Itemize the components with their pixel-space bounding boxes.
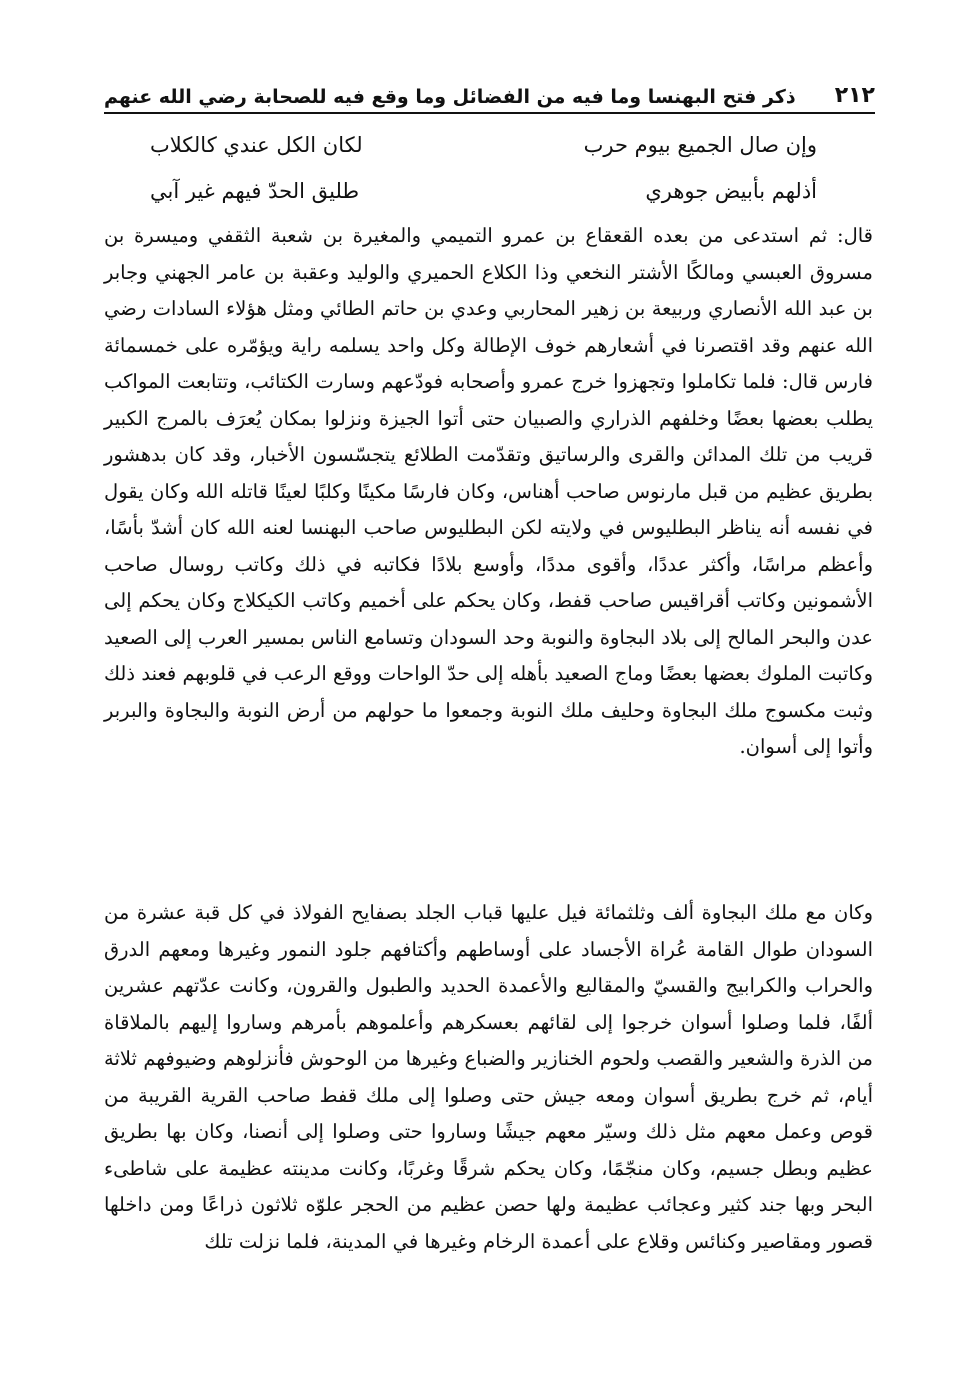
- body-paragraph: وكان مع ملك البجاوة ألف وثلثمائة فيل عليها قباب الجلد بصفايح الفولاذ في كل قبة عشرة من السودان طوال القامة عُراة الأجساد على أوساطهم وأكتافهم جلود النمور وغيرها ومعهم الدرق والحراب والكرابيج والقسيّ والمقاليع والأعمدة الحديد والطبول والقرون، وكانت عدّتهم عشرين ألفًا، فلما وصلوا أسوان خرجوا إلى لقائهم بعسكرهم وأعلموهم بأمرهم وساروا إليهم بالملاقاة من الذرة والشعير والقصب ولحوم الخنازير والضباع وغيرها من الوحوش فأنزلوهم وضيوفهم ثلاثة أيام، ثم خرج بطريق أسوان ومعه جيش حتى وصلوا إلى ملك قفط صاحب القرية القريبة من قوص وعمل معهم مثل ذلك وسيّر معهم جيشًا وساروا حتى وصلوا إلى أنصنا، وكان بها بطريق عظيم وبطل جسيم، وكان منجّمًا، وكان يحكم شرقًا وغربًا، وكانت مدينته عظيمة على شاطىء البحر وبها جند كثير وعجائب عظيمة ولها حصن عظيم من الحجر علوّه ثلاثون ذراعًا ومن داخلها قصور ومقاصير وكنائس وقلاع على أعمدة الرخام وغيرها في المدينة، فلما نزلت تلك: [104, 901, 873, 1253]
- poem-verses: [150, 122, 817, 214]
- running-header: [104, 74, 875, 114]
- body-paragraph: قال: ثم استدعى من بعده القعقاع بن عمرو التميمي والمغيرة بن شعبة الثقفي وميسرة بن مسروق العبسي ومالكًا الأشتر النخعي وذا الكلاع الحميري والوليد وعقبة بن عامر الجهني وجابر بن عبد الله الأنصاري وربيعة بن زهير المحاربي وعدي بن حاتم الطائي ومثل هؤلاء السادات رضي الله عنهم وقد اقتصرنا في أشعارهم خوف الإطالة وكل واحد يسلمه راية ويؤمّره على خمسمائة فارس قال: فلما تكاملوا وتجهزوا خرج عمرو وأصحابه فودّعهم وسارت الكتائب، وتتابعت المواكب يطلب بعضها بعضًا وخلفهم الذراري والصبيان حتى أتوا الجيزة ونزلوا بمكان يُعرَف بالمرج الكبير قريب من تلك المدائن والقرى والرساتيق وتقدّمت الطلائع يتجسّسون الأخبار، وقد كان بدهشور بطريق عظيم من قبل مارنوس صاحب أهناس، وكان فارسًا مكينًا وكلبًا لعينًا قاتله الله وكان يقول في نفسه أنه يناظر البطليوس في ولايته لكن البطليوس صاحب البهنسا لعنه الله كان أشدّ بأسًا، وأعظم مراسًا، وأكثر عددًا، وأقوى مددًا، وأوسع بلادًا فكاتبه في ذلك وكاتب روسال صاحب الأشمونين وكاتب أقراقيس صاحب قفط، وكان يحكم على أخميم وكاتب الكيكلاج وكان يحكم إلى عدن والبحر المالح إلى بلاد البجاوة والنوبة وحد السودان وتسامع الناس بمسير العرب إلى الصعيد وكاتبت الملوك بعضها بعضًا وماج الصعيد بأهله إلى حدّ الواحات ووقع الرعب في قلوبهم فعند ذلك وثبت مكسوج ملك البجاوة وحليف ملك النوبة وجمعوا ما حولهم من أرض النوبة والبجاوة والبربر وأتوا إلى أسوان.: [104, 224, 873, 758]
- verse-first-hemistich: أذلهم بأبيض جوهري: [645, 179, 817, 203]
- verse-first-hemistich: وإن صال الجميع بيوم حرب: [583, 133, 817, 157]
- verse-second-hemistich: طليق الحدّ فيهم غير آبي: [150, 179, 360, 203]
- poem-verse: [150, 168, 817, 214]
- running-title: ذكر فتح البهنسا وما فيه من الفضائل وما وقع فيه للصحابة رضي الله عنهم: [104, 86, 796, 108]
- verse-second-hemistich: لكان الكل عندي كالكلاب: [150, 133, 363, 157]
- page-number: ٢١٢: [834, 83, 875, 108]
- poem-verse: [150, 122, 817, 168]
